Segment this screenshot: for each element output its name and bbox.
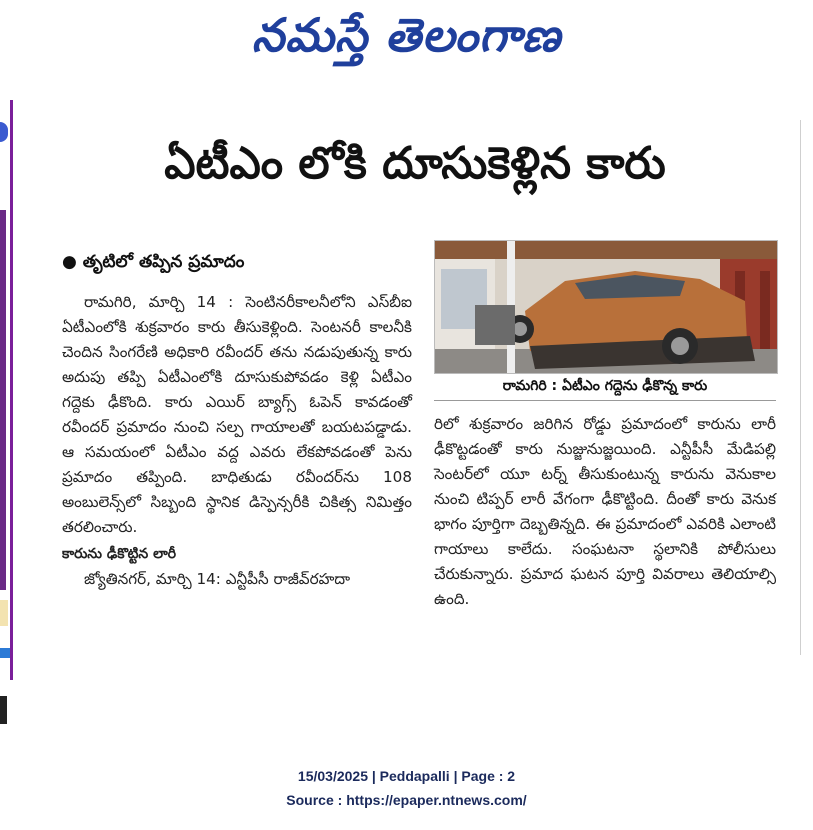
article-paragraph: రిలో శుక్రవారం జరిగిన రోడ్డు ప్రమాదంలో కారును లారీ ఢీకొట్టడంతో కారు నుజ్జునుజ్జయింది. ఎన్టీపీసీ మేడిపల్లి సెంటర్‌లో యూ టర్న్ తీసుకుంటున్న కారును వెనుకాల నుంచి టిప్పర్ లారీ వేగంగా ఢీకొట్టింది. దీంతో కారు వెనుక భాగం పూర్తిగా దెబ్బతిన్నది. ఈ ప్రమాదంలో ఎవరికి ఎలాంటి గాయాలు కాలేదు. సంఘటనా స్థలానికి పోలీసులు చేరుకున్నారు. ప్రమాద ఘటన పూర్తి వివరాలు తెలియాల్సి ఉంది. bbox=[434, 415, 776, 608]
masthead-logo: నమస్తే తెలంగాణ bbox=[251, 8, 562, 62]
article-right-column bbox=[434, 412, 776, 612]
article-paragraph: జ్యోతినగర్, మార్చి 14: ఎన్టీపీసీ రాజీవ్‌రహదా bbox=[84, 570, 351, 588]
caption-divider bbox=[434, 400, 776, 401]
column-divider bbox=[800, 120, 801, 655]
article-headline: ఏటీఎం లోకి దూసుకెళ్లిన కారు bbox=[164, 138, 666, 189]
footer-edition-info: 15/03/2025 | Peddapalli | Page : 2 bbox=[297, 768, 516, 784]
photo-caption: రామగిరి : ఏటీఎం గద్దెను ఢీకొన్న కారు bbox=[502, 378, 708, 394]
news-photo bbox=[434, 240, 778, 374]
footer-source-link[interactable]: Source : https://epaper.ntnews.com/ bbox=[286, 792, 527, 808]
adjacent-clipping-edge bbox=[0, 100, 24, 680]
crashed-car-illustration bbox=[435, 241, 777, 373]
article-crosshead: కారును ఢీకొట్టిన లారీ bbox=[62, 546, 177, 562]
article-paragraph: రామగిరి, మార్చి 14 : సెంటినరీకాలనీలోని ఎస్‌బీఐ ఏటీఎంలోకి శుక్రవారం కారు తీసుకెళ్లింది. సెంటనరీ కాలనీకి చెందిన సింగరేణి అధికారి రవీందర్ తను నడుపుతున్న కారు అదుపు తప్పి ఏటీఎంలోకి దూసుకుపోవడం కెళ్లి ఏటీఎం గద్దెకు ఢీకొంది. కారు ఎయిర్ బ్యాగ్స్ ఓపెన్ కావడంతో రవీందర్ ప్రమాదం నుంచి సల్ప గాయాలతో బయటపడ్డాడు. ఆ సమయంలో ఏటీఎం వద్ద ఎవరు లేకపోవడంతో పెను ప్రమాదం తప్పింది. బాధితుడు రవీందర్‌ను 108 అంబులెన్స్‌లో సిబ్బంది స్థానిక డిస్పెన్సరీకి చికిత్స నిమిత్తం తరలించారు. bbox=[62, 293, 412, 536]
article-subhead: ● తృటిలో తప్పిన ప్రమాదం bbox=[62, 252, 245, 272]
article-left-column bbox=[62, 290, 412, 592]
